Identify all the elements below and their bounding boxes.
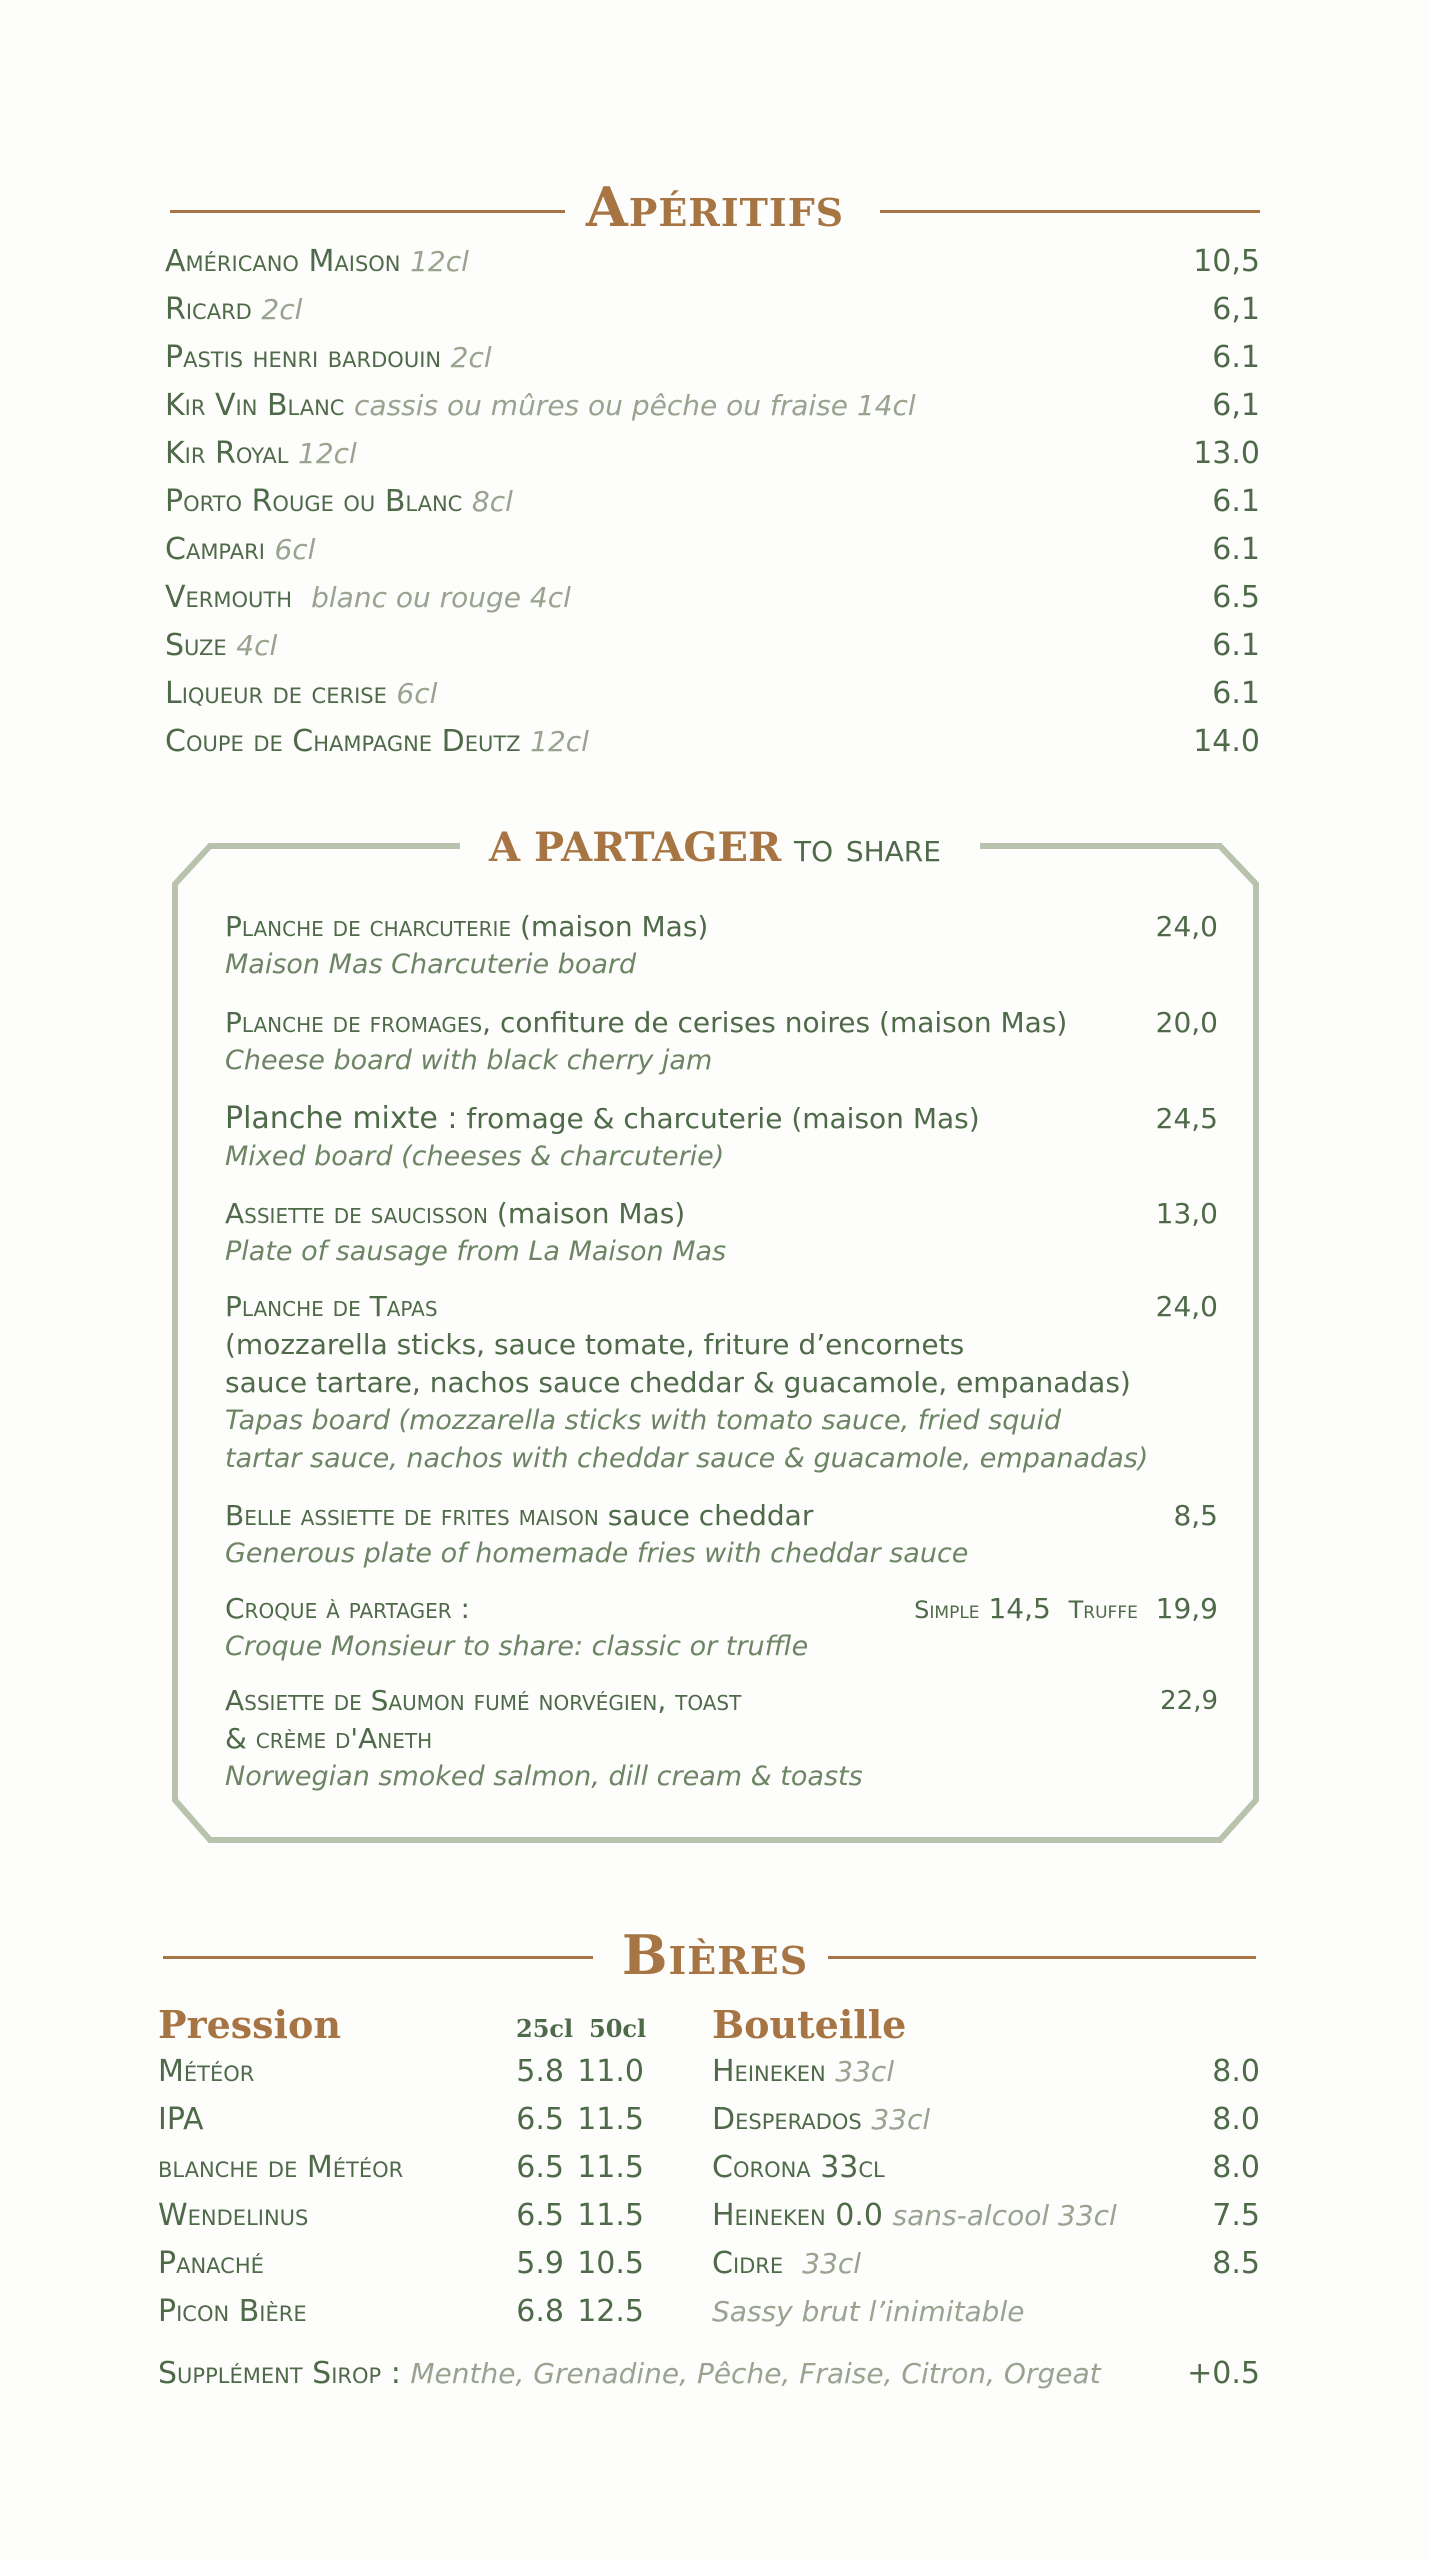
- list-item: Desperados 33cl 8.0: [712, 2102, 1260, 2137]
- list-item: Suze 4cl 6.1: [165, 628, 1260, 663]
- list-item: Liqueur de cerise 6cl 6.1: [165, 676, 1260, 711]
- share-item-tapas: Planche de Tapas 24,0 (mozzarella sticks, sauce tomate, friture d’encornets sauce tartare, nachos sauce cheddar & guacamole, empanadas) Tapas board (mozzarella sticks with tomato sauce, fried squid tartar sauce, nachos with cheddar sauce & guacamole, empanadas): [225, 1290, 1218, 1474]
- list-item: Kir Vin Blanc cassis ou mûres ou pêche ou fraise 14cl 6,1: [165, 388, 1260, 423]
- list-item: Cidre 33cl 8.5: [712, 2246, 1260, 2281]
- list-item: Pastis henri bardouin 2cl 6.1: [165, 340, 1260, 375]
- supplement-row: Supplément Sirop : Menthe, Grenadine, Pêche, Fraise, Citron, Orgeat +0.5: [158, 2356, 1260, 2391]
- share-item-charcuterie: Planche de charcuterie (maison Mas) 24,0 Maison Mas Charcuterie board: [225, 910, 1218, 980]
- share-item-saucisson: Assiette de saucisson (maison Mas) 13,0 Plate of sausage from La Maison Mas: [225, 1197, 1218, 1267]
- beers-title: Bières: [621, 1923, 809, 1987]
- share-item-fromages: Planche de fromages, confiture de cerises noires (maison Mas) 20,0 Cheese board with black cherry jam: [225, 1006, 1218, 1076]
- size-25cl: 25cl: [516, 2014, 574, 2043]
- list-item: Porto Rouge ou Blanc 8cl 6.1: [165, 484, 1260, 519]
- list-item: IPA 6.5 11.5: [158, 2102, 644, 2137]
- list-item: Heineken 33cl 8.0: [712, 2054, 1260, 2089]
- list-item: Panaché 5.9 10.5: [158, 2246, 644, 2281]
- list-item: Météor 5.8 11.0: [158, 2054, 644, 2089]
- size-50cl: 50cl: [589, 2014, 647, 2043]
- list-item: Kir Royal 12cl 13.0: [165, 436, 1260, 471]
- share-title: A PARTAGER to share: [489, 824, 941, 871]
- share-item-frites: Belle assiette de frites maison sauce cheddar 8,5 Generous plate of homemade fries with cheddar sauce: [225, 1499, 1218, 1569]
- aperitifs-title: Apéritifs: [585, 175, 845, 239]
- list-item: Heineken 0.0 sans-alcool 33cl 7.5: [712, 2198, 1260, 2233]
- list-item: Sassy brut l’inimitable: [712, 2295, 1025, 2328]
- list-item: Corona 33cl 8.0: [712, 2150, 1260, 2185]
- list-item: Ricard 2cl 6,1: [165, 292, 1260, 327]
- list-item: Campari 6cl 6.1: [165, 532, 1260, 567]
- share-item-croque: Croque à partager : Simple 14,5 Truffe 19,9 Croque Monsieur to share: classic or truffle: [225, 1592, 1218, 1662]
- list-item: Picon Bière 6.8 12.5: [158, 2294, 644, 2329]
- list-item: Wendelinus 6.5 11.5: [158, 2198, 644, 2233]
- pression-heading: Pression: [158, 2002, 341, 2047]
- list-item: blanche de Météor 6.5 11.5: [158, 2150, 644, 2185]
- list-item: Américano Maison 12cl 10,5: [165, 244, 1260, 279]
- share-item-saumon: Assiette de Saumon fumé norvégien, toast 22,9 & crème d'Aneth Norwegian smoked salmon, dill cream & toasts: [225, 1684, 1218, 1792]
- list-item: Vermouth blanc ou rouge 4cl 6.5: [165, 580, 1260, 615]
- list-item: Coupe de Champagne Deutz 12cl 14.0: [165, 724, 1260, 759]
- share-item-mixte: Planche mixte : fromage & charcuterie (maison Mas) 24,5 Mixed board (cheeses & charcuterie): [225, 1101, 1218, 1172]
- bouteille-heading: Bouteille: [712, 2002, 907, 2047]
